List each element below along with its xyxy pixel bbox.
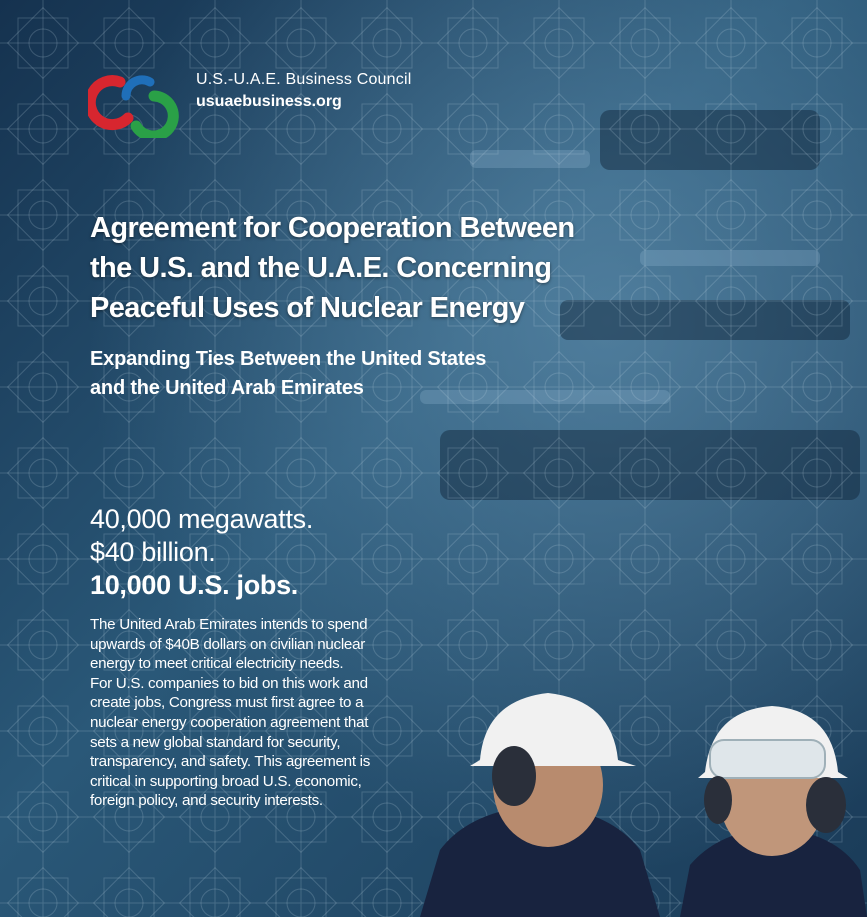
body-line: foreign policy, and security interests. — [90, 792, 323, 810]
title-line: the U.S. and the U.A.E. Concerning — [90, 252, 552, 284]
subtitle-line: Expanding Ties Between the United States — [90, 348, 487, 370]
body-line: upwards of $40B dollars on civilian nuclear — [90, 635, 365, 653]
body-line: energy to meet critical electricity needs. — [90, 655, 344, 673]
body-line: critical in supporting broad U.S. economic, — [90, 772, 362, 790]
body-paragraph — [90, 615, 425, 811]
body-line: transparency, and safety. This agreement is — [90, 753, 371, 771]
subtitle — [90, 345, 560, 403]
stat-billion: $40 billion. — [90, 537, 216, 567]
stat-megawatts: 40,000 megawatts. — [90, 504, 314, 534]
title-line: Peaceful Uses of Nuclear Energy — [90, 292, 525, 324]
title-line: Agreement for Cooperation Between — [90, 212, 575, 244]
body-line: The United Arab Emirates intends to spend — [90, 616, 368, 633]
body-line: sets a new global standard for security, — [90, 733, 341, 751]
body-line: nuclear energy cooperation agreement that — [90, 713, 369, 731]
body-line: For U.S. companies to bid on this work and — [90, 674, 368, 692]
business-council-logo-icon — [88, 68, 184, 138]
subtitle-line: and the United Arab Emirates — [90, 377, 364, 399]
key-stats — [90, 503, 313, 602]
stat-jobs: 10,000 U.S. jobs. — [90, 570, 298, 600]
body-line: create jobs, Congress must first agree to a — [90, 694, 364, 712]
org-url[interactable]: usuaebusiness.org — [196, 93, 342, 110]
org-name: U.S.-U.A.E. Business Council — [196, 71, 412, 88]
page-title — [90, 208, 650, 328]
